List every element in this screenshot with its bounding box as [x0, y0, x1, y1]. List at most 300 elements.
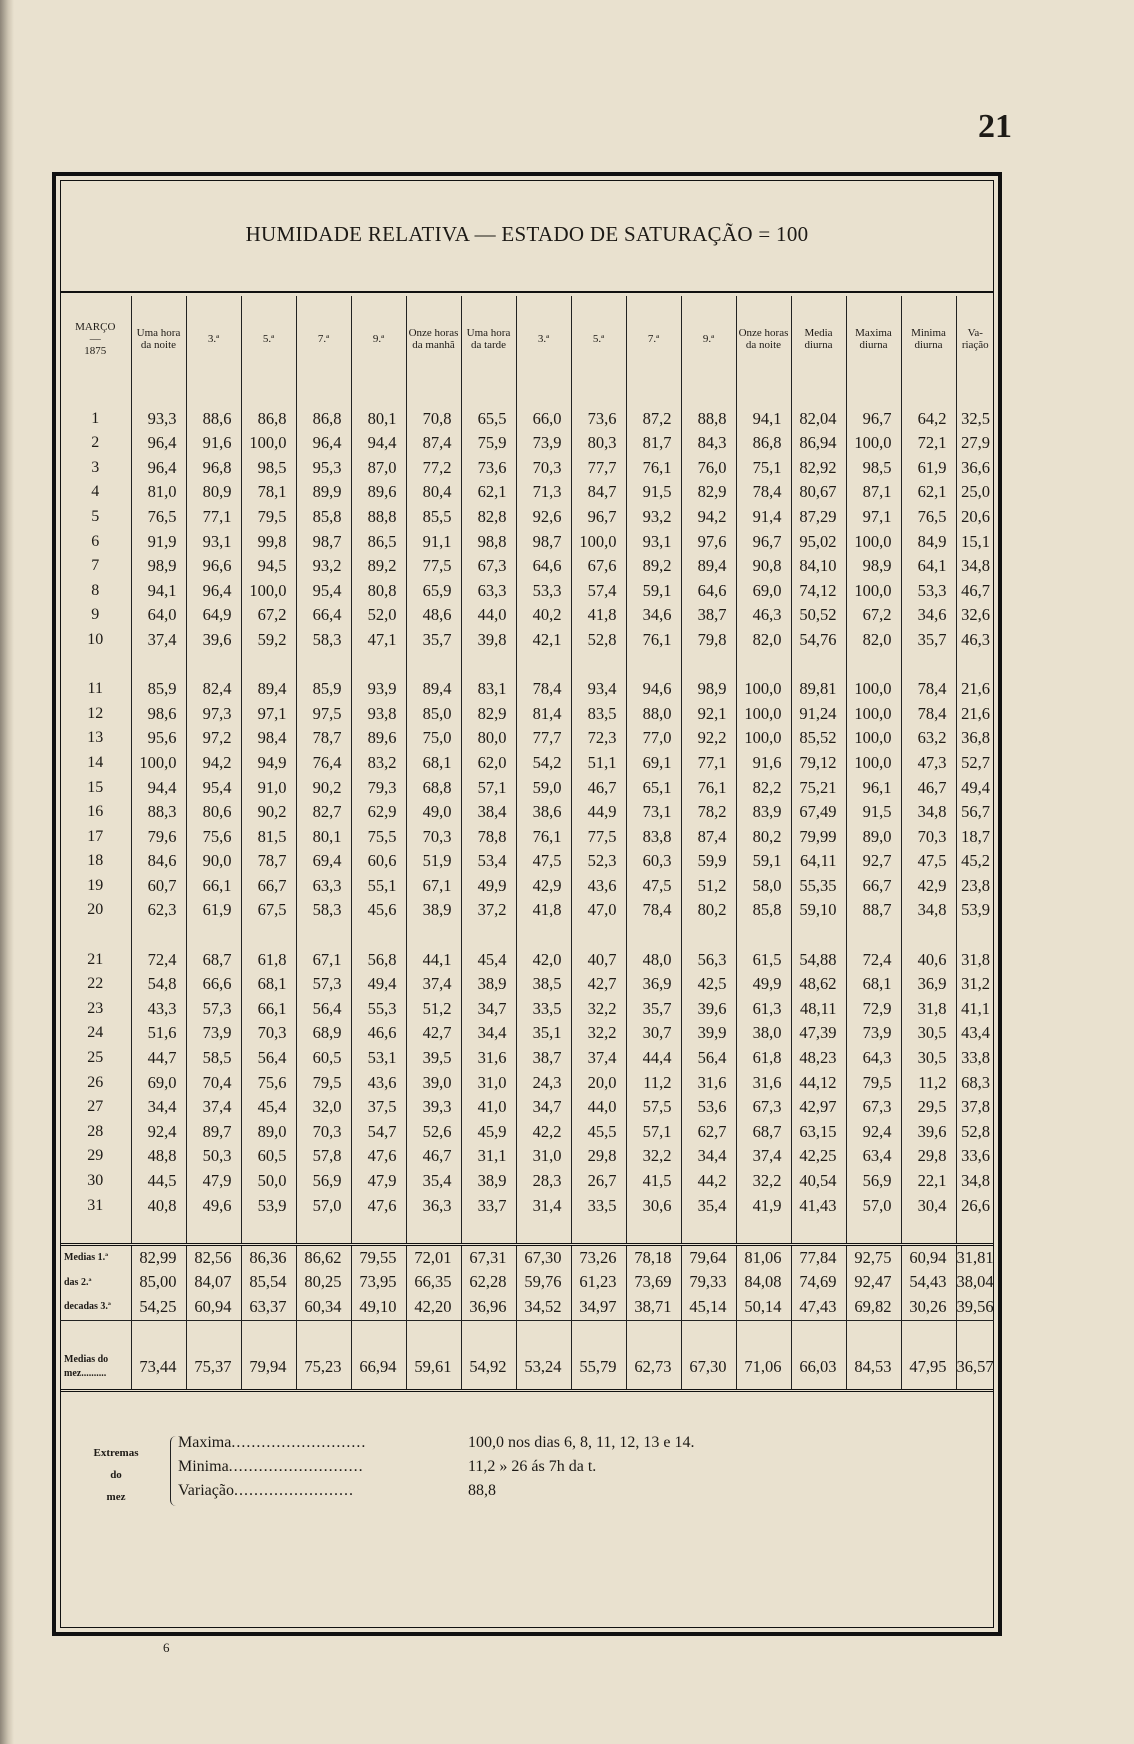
table-cell: 61,5: [736, 948, 791, 973]
table-cell: 34,8: [961, 556, 990, 576]
table-cell: 69,0: [736, 579, 791, 604]
day-row: [60, 1021, 994, 1046]
spacer-cell: [60, 653, 131, 678]
spacer-cell: [956, 382, 994, 407]
table-cell: 96,7: [846, 407, 901, 432]
table-cell: 95,4: [296, 579, 351, 604]
extreme-row-maxima: [178, 1432, 695, 1454]
table-cell: 44,0: [571, 1095, 626, 1120]
table-cell: 93,4: [571, 677, 626, 702]
table-cell: 89,6: [351, 726, 406, 751]
extreme-name: Minima...........................: [178, 1458, 364, 1475]
spacer-cell: [626, 923, 681, 948]
table-cell: 38,71: [626, 1295, 681, 1320]
day-number: 8: [60, 579, 131, 604]
table-cell: 95,3: [296, 456, 351, 481]
table-cell: 39,3: [406, 1095, 461, 1120]
table-cell: 72,3: [571, 726, 626, 751]
spacer-cell: [626, 1218, 681, 1244]
table-cell: 34,7: [516, 1095, 571, 1120]
table-cell: 60,5: [296, 1046, 351, 1071]
spacer-cell: [351, 653, 406, 678]
day-row: [60, 579, 994, 604]
table-cell: 76,1: [516, 825, 571, 850]
table-cell: 64,0: [131, 603, 186, 628]
table-cell: 78,4: [516, 677, 571, 702]
table-cell: 88,7: [846, 898, 901, 923]
table-cell: 45,5: [571, 1120, 626, 1145]
table-cell: 48,11: [791, 997, 846, 1022]
table-cell: 62,7: [681, 1120, 736, 1145]
table-cell: 92,1: [681, 702, 736, 727]
table-cell: 79,8: [681, 628, 736, 653]
table-cell: 66,94: [351, 1345, 406, 1391]
day-row: [60, 702, 994, 727]
table-cell: 37,4: [406, 972, 461, 997]
table-cell: 54,76: [791, 628, 846, 653]
table-cell: 40,7: [571, 948, 626, 973]
table-cell: 85,9: [296, 677, 351, 702]
table-cell: 67,5: [241, 898, 296, 923]
table-cell: 89,0: [846, 825, 901, 850]
table-cell: 45,4: [241, 1095, 296, 1120]
table-cell: 57,4: [571, 579, 626, 604]
day-row: [60, 603, 994, 628]
table-cell: 81,7: [626, 431, 681, 456]
table-cell: 81,4: [516, 702, 571, 727]
table-cell: 70,4: [186, 1071, 241, 1096]
table-cell: 79,5: [296, 1071, 351, 1096]
col-header: 5.ª: [241, 296, 296, 382]
spacer-cell: [791, 1218, 846, 1244]
day-number: 21: [60, 948, 131, 973]
table-cell: 38,0: [736, 1021, 791, 1046]
table-cell: 32,5: [961, 408, 990, 428]
table-title: HUMIDADE RELATIVA — ESTADO DE SATURAÇÃO = 100: [245, 222, 809, 246]
year-label: 1875: [84, 345, 107, 357]
extremes-label-line: mez: [106, 1491, 126, 1503]
day-number: 19: [60, 874, 131, 899]
table-cell: 53,9: [241, 1194, 296, 1219]
table-cell: 75,21: [791, 776, 846, 801]
table-cell: 93,8: [351, 702, 406, 727]
table-cell: 79,33: [681, 1270, 736, 1295]
extremes-label-line: do: [110, 1469, 122, 1481]
table-cell: 41,1: [961, 998, 990, 1018]
table-cell: 34,97: [571, 1295, 626, 1320]
day-row: [60, 874, 994, 899]
table-cell: 56,9: [296, 1169, 351, 1194]
table-cell: 80,3: [571, 431, 626, 456]
table-cell: 67,2: [846, 603, 901, 628]
col-header: Maxima diurna: [846, 296, 901, 382]
spacer-cell: [956, 653, 994, 678]
col-header: Onze horas da noite: [736, 296, 791, 382]
table-cell: 67,2: [241, 603, 296, 628]
day-row: [60, 1071, 994, 1096]
table-cell: 76,5: [901, 505, 956, 530]
table-cell: 97,5: [296, 702, 351, 727]
table-cell: 87,4: [681, 825, 736, 850]
table-cell: 94,1: [736, 407, 791, 432]
table-cell: 47,95: [901, 1345, 956, 1391]
table-cell: 45,4: [461, 948, 516, 973]
spacer-cell: [626, 1320, 681, 1345]
table-cell: 67,3: [846, 1095, 901, 1120]
table-cell: 80,1: [296, 825, 351, 850]
table-cell: 89,6: [351, 480, 406, 505]
table-cell: 59,2: [241, 628, 296, 653]
day-row: [60, 505, 994, 530]
day-number: 16: [60, 800, 131, 825]
extreme-row-minima: [178, 1456, 597, 1478]
table-cell: 64,1: [901, 554, 956, 579]
spacer-cell: [791, 923, 846, 948]
table-cell: 90,0: [186, 849, 241, 874]
decade-label-text: Medias: [64, 1252, 96, 1264]
table-cell: 91,24: [791, 702, 846, 727]
table-cell: 93,1: [626, 530, 681, 555]
table-cell: 94,9: [241, 751, 296, 776]
table-cell: 85,54: [241, 1270, 296, 1295]
spacer-cell: [461, 382, 516, 407]
table-cell: 100,0: [736, 702, 791, 727]
table-cell: 52,8: [961, 1121, 990, 1141]
table-cell: 58,3: [296, 898, 351, 923]
table-cell: 42,1: [516, 628, 571, 653]
table-cell: 44,4: [626, 1046, 681, 1071]
table-cell: 73,6: [461, 456, 516, 481]
table-cell: 96,7: [571, 505, 626, 530]
table-cell: 72,1: [901, 431, 956, 456]
table-cell: 48,8: [131, 1144, 186, 1169]
table-cell: 62,73: [626, 1345, 681, 1391]
table-cell: 62,3: [131, 898, 186, 923]
col-header: Minima diurna: [901, 296, 956, 382]
spacer-cell: [296, 1218, 351, 1244]
day-row: [60, 407, 994, 432]
table-cell: 34,7: [461, 997, 516, 1022]
table-cell: 78,4: [626, 898, 681, 923]
table-cell: 60,3: [626, 849, 681, 874]
table-cell: 80,9: [186, 480, 241, 505]
table-cell: 36,6: [961, 457, 990, 477]
day-number: 26: [60, 1071, 131, 1096]
table-cell: 31,2: [961, 974, 990, 994]
page-number: 21: [978, 108, 1012, 145]
table-cell: 53,4: [461, 849, 516, 874]
table-cell: 32,2: [571, 1021, 626, 1046]
table-cell: 82,92: [791, 456, 846, 481]
table-cell: 66,03: [791, 1345, 846, 1391]
spacer-cell: [351, 382, 406, 407]
day-number: 14: [60, 751, 131, 776]
col-header: Media diurna: [791, 296, 846, 382]
table-cell: 34,8: [961, 1171, 990, 1190]
table-cell: 93,3: [131, 407, 186, 432]
table-cell: 21,6: [961, 679, 990, 699]
month-mean-label-line: Medias do: [64, 1354, 109, 1366]
table-cell: 97,3: [186, 702, 241, 727]
table-cell: 63,2: [901, 726, 956, 751]
spacer-cell: [956, 923, 994, 948]
table-cell: 87,2: [626, 407, 681, 432]
spacer-row: [60, 653, 994, 678]
table-cell: 86,94: [791, 431, 846, 456]
spacer-cell: [626, 382, 681, 407]
table-cell: 76,4: [296, 751, 351, 776]
table-cell: 59,0: [516, 776, 571, 801]
table-cell: 64,11: [791, 849, 846, 874]
day-number: 4: [60, 480, 131, 505]
table-cell: 53,9: [961, 900, 990, 920]
table-cell: 34,6: [901, 603, 956, 628]
table-cell: 43,6: [351, 1071, 406, 1096]
table-cell: 76,5: [131, 505, 186, 530]
table-cell: 73,9: [186, 1021, 241, 1046]
table-cell: 79,12: [791, 751, 846, 776]
spacer-cell: [60, 382, 131, 407]
table-cell: 60,7: [131, 874, 186, 899]
col-header: 9.ª: [351, 296, 406, 382]
table-cell: 87,0: [351, 456, 406, 481]
table-cell: 98,7: [296, 530, 351, 555]
table-cell: 67,31: [461, 1244, 516, 1270]
table-cell: 23,8: [961, 875, 990, 895]
month-dash: —: [89, 333, 101, 345]
table-cell: 29,5: [901, 1095, 956, 1120]
table-cell: 89,9: [296, 480, 351, 505]
table-cell: 47,5: [901, 849, 956, 874]
spacer-cell: [681, 923, 736, 948]
table-cell: 21,6: [961, 703, 990, 723]
table-cell: 70,3: [241, 1021, 296, 1046]
table-cell: 68,7: [736, 1120, 791, 1145]
table-cell: 80,0: [461, 726, 516, 751]
table-cell: 47,9: [186, 1169, 241, 1194]
table-cell: 47,5: [516, 849, 571, 874]
table-cell: 97,2: [186, 726, 241, 751]
table-cell: 51,6: [131, 1021, 186, 1046]
table-cell: 59,10: [791, 898, 846, 923]
table-cell: 31,0: [516, 1144, 571, 1169]
table-cell: 44,1: [406, 948, 461, 973]
table-cell: 35,7: [406, 628, 461, 653]
table-cell: 61,8: [736, 1046, 791, 1071]
table-cell: 49,9: [736, 972, 791, 997]
table-cell: 85,8: [736, 898, 791, 923]
day-number: 24: [60, 1021, 131, 1046]
spacer-cell: [461, 923, 516, 948]
table-cell: 52,7: [961, 752, 990, 772]
day-number: 17: [60, 825, 131, 850]
table-cell: 85,8: [296, 505, 351, 530]
table-cell: 67,1: [296, 948, 351, 973]
table-cell: 61,9: [901, 456, 956, 481]
day-row: [60, 628, 994, 653]
table-cell: 39,6: [681, 997, 736, 1022]
table-cell: 52,8: [571, 628, 626, 653]
table-cell: 70,3: [406, 825, 461, 850]
table-cell: 48,0: [626, 948, 681, 973]
spacer-cell: [956, 1218, 994, 1244]
table-cell: 83,2: [351, 751, 406, 776]
table-cell: 73,6: [571, 407, 626, 432]
spacer-cell: [60, 923, 131, 948]
day-row: [60, 898, 994, 923]
table-cell: 98,9: [846, 554, 901, 579]
table-cell: 91,4: [736, 505, 791, 530]
table-cell: 39,6: [186, 628, 241, 653]
table-cell: 34,8: [901, 898, 956, 923]
extreme-row-variacao: [178, 1480, 496, 1502]
table-cell: 58,3: [296, 628, 351, 653]
table-cell: 89,4: [241, 677, 296, 702]
table-cell: 98,9: [131, 554, 186, 579]
table-cell: 88,6: [186, 407, 241, 432]
table-cell: 91,5: [846, 800, 901, 825]
table-cell: 78,1: [241, 480, 296, 505]
table-cell: 40,2: [516, 603, 571, 628]
table-cell: 34,4: [681, 1144, 736, 1169]
table-cell: 60,34: [296, 1295, 351, 1320]
table-cell: 66,4: [296, 603, 351, 628]
table-cell: 15,1: [961, 531, 990, 551]
table-cell: 76,1: [681, 776, 736, 801]
table-cell: 82,0: [846, 628, 901, 653]
table-cell: 89,2: [626, 554, 681, 579]
table-cell: 92,4: [846, 1120, 901, 1145]
table-cell: 77,0: [626, 726, 681, 751]
table-cell: 85,5: [406, 505, 461, 530]
table-cell: 66,35: [406, 1270, 461, 1295]
spacer-cell: [626, 653, 681, 678]
table-cell: 49,9: [461, 874, 516, 899]
table-cell: 68,1: [241, 972, 296, 997]
table-cell: 86,5: [351, 530, 406, 555]
table-cell: 54,25: [131, 1295, 186, 1320]
table-cell: 39,6: [901, 1120, 956, 1145]
table-cell: 72,9: [846, 997, 901, 1022]
table-cell: 98,6: [131, 702, 186, 727]
day-number: 9: [60, 603, 131, 628]
decade-label: [60, 1244, 131, 1270]
table-cell: 38,7: [681, 603, 736, 628]
table-cell: 79,64: [681, 1244, 736, 1270]
spacer-cell: [296, 1320, 351, 1345]
spacer-cell: [516, 923, 571, 948]
table-cell: 44,5: [131, 1169, 186, 1194]
table-cell: 62,1: [901, 480, 956, 505]
table-cell: 72,01: [406, 1244, 461, 1270]
table-cell: 43,6: [571, 874, 626, 899]
extreme-value: 100,0 nos dias 6, 8, 11, 12, 13 e 14.: [468, 1434, 695, 1451]
spacer-cell: [846, 382, 901, 407]
table-cell: 93,9: [351, 677, 406, 702]
table-cell: 65,9: [406, 579, 461, 604]
spacer-cell: [296, 923, 351, 948]
table-cell: 44,7: [131, 1046, 186, 1071]
spacer-cell: [791, 1320, 846, 1345]
table-cell: 94,4: [351, 431, 406, 456]
table-cell: 28,3: [516, 1169, 571, 1194]
spacer-cell: [681, 653, 736, 678]
table-cell: 78,7: [241, 849, 296, 874]
table-cell: 46,7: [571, 776, 626, 801]
table-cell: 44,2: [681, 1169, 736, 1194]
spacer-cell: [846, 923, 901, 948]
table-cell: 30,5: [901, 1046, 956, 1071]
day-row: [60, 456, 994, 481]
table-cell: 41,0: [461, 1095, 516, 1120]
table-cell: 46,3: [961, 629, 990, 649]
col-header: Va- riação: [961, 327, 989, 351]
table-cell: 38,04: [956, 1272, 994, 1292]
table-cell: 34,6: [626, 603, 681, 628]
table-cell: 99,8: [241, 530, 296, 555]
day-number: 1: [60, 407, 131, 432]
table-cell: 95,6: [131, 726, 186, 751]
spacer-cell: [901, 653, 956, 678]
decade-label-text: das: [64, 1276, 79, 1288]
table-cell: 41,5: [626, 1169, 681, 1194]
table-cell: 47,0: [571, 898, 626, 923]
table-cell: 78,4: [901, 677, 956, 702]
spacer-cell: [846, 1218, 901, 1244]
day-number: 2: [60, 431, 131, 456]
page-edge: [0, 0, 14, 1744]
table-cell: 96,8: [186, 456, 241, 481]
extreme-name: Maxima...........................: [178, 1434, 367, 1451]
extreme-value: 11,2 » 26 ás 7h da t.: [468, 1458, 597, 1475]
table-cell: 59,1: [626, 579, 681, 604]
table-cell: 42,97: [791, 1095, 846, 1120]
spacer-cell: [186, 382, 241, 407]
table-cell: 38,4: [461, 800, 516, 825]
table-cell: 98,9: [681, 677, 736, 702]
spacer-cell: [60, 1320, 131, 1345]
decade-label: [60, 1270, 131, 1295]
table-cell: 36,9: [626, 972, 681, 997]
month-mean-label-line: mez..........: [64, 1368, 107, 1380]
table-cell: 78,8: [461, 825, 516, 850]
day-number: 11: [60, 677, 131, 702]
table-cell: 100,0: [131, 751, 186, 776]
spacer-cell: [736, 382, 791, 407]
table-cell: 57,0: [846, 1194, 901, 1219]
table-cell: 50,3: [186, 1144, 241, 1169]
decade-ordinal: 2.ª: [80, 1276, 92, 1288]
table-cell: 54,7: [351, 1120, 406, 1145]
spacer-cell: [351, 923, 406, 948]
table-cell: 80,1: [351, 407, 406, 432]
table-cell: 97,1: [241, 702, 296, 727]
table-cell: 67,3: [461, 554, 516, 579]
table-cell: 43,3: [131, 997, 186, 1022]
table-cell: 78,7: [296, 726, 351, 751]
table-cell: 42,5: [681, 972, 736, 997]
table-cell: 77,84: [791, 1244, 846, 1270]
table-cell: 63,3: [296, 874, 351, 899]
table-cell: 55,3: [351, 997, 406, 1022]
table-cell: 85,0: [406, 702, 461, 727]
table-cell: 72,4: [131, 948, 186, 973]
col-header: 5.ª: [571, 296, 626, 382]
spacer-row: [60, 382, 994, 407]
table-cell: 51,1: [571, 751, 626, 776]
spacer-cell: [681, 1218, 736, 1244]
table-cell: 58,0: [736, 874, 791, 899]
